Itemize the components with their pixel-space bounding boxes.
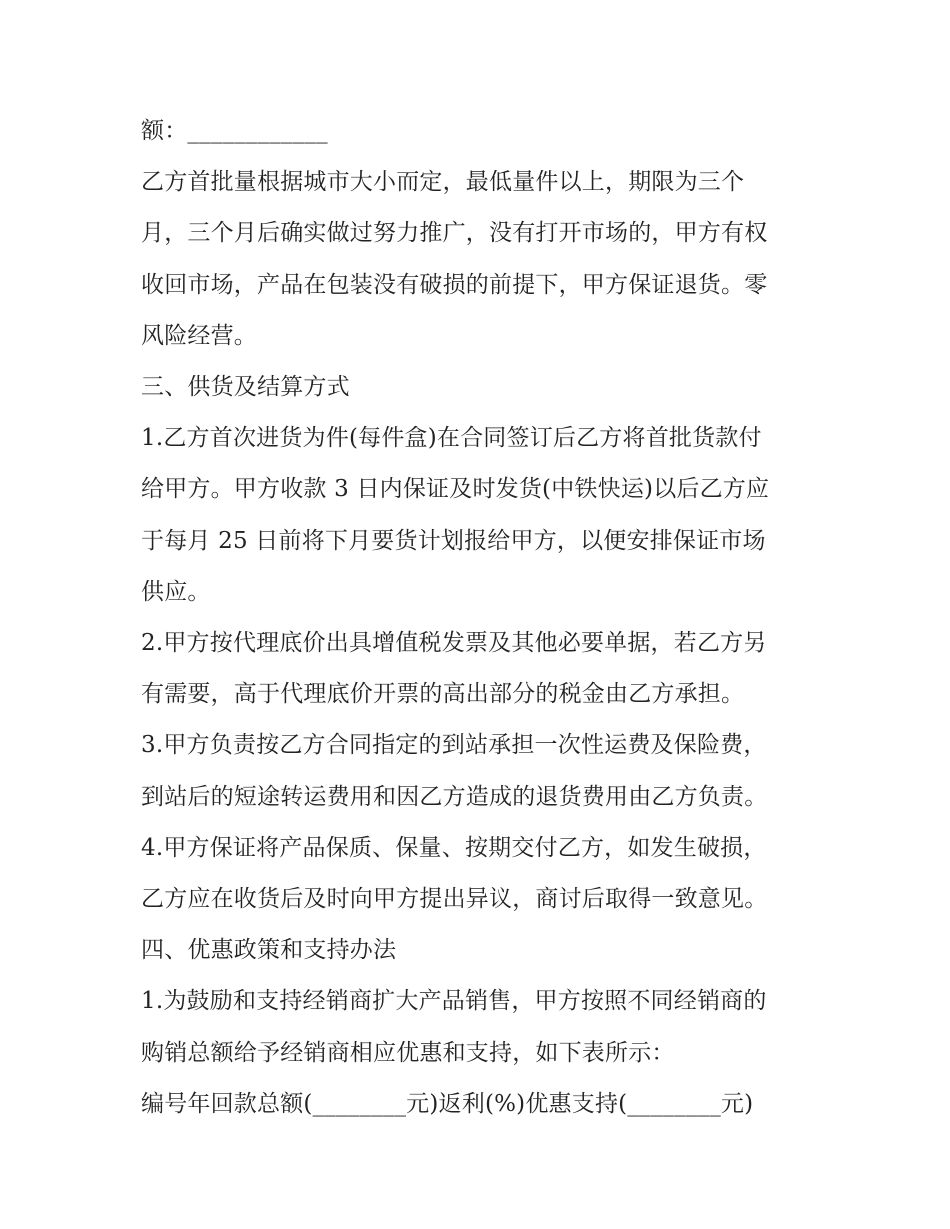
text-line: 乙方首批量根据城市大小而定，最低量件以上，期限为三个 — [141, 169, 745, 196]
text-line: 购销总额给予经销商相应优惠和支持，如下表所示： — [141, 1039, 675, 1066]
document-body — [141, 106, 821, 1130]
text-line: 给甲方。甲方收款 3 日内保证及时发货(中铁快运)以后乙方应 — [141, 476, 770, 503]
text-line: 1.乙方首次进货为件(每件盒)在合同签订后乙方将首批货款付 — [141, 425, 762, 452]
text-line: 风险经营。 — [141, 322, 257, 349]
text-line: 编号年回款总额(________元)返利(%)优惠支持(________元) — [141, 1090, 754, 1117]
text-line: 收回市场，产品在包装没有破损的前提下，甲方保证退货。零 — [141, 271, 768, 298]
text-line: 于每月 25 日前将下月要货计划报给甲方，以便安排保证市场 — [141, 527, 766, 554]
text-line: 4.甲方保证将产品保质、保量、按期交付乙方，如发生破损， — [141, 834, 767, 861]
section-heading: 三、供货及结算方式 — [141, 374, 350, 401]
text-line: 额：____________ — [141, 118, 328, 144]
text-line: 有需要，高于代理底价开票的高出部分的税金由乙方承担。 — [141, 681, 745, 708]
text-line: 乙方应在收货后及时向甲方提出异议，商讨后取得一致意见。 — [141, 886, 768, 913]
text-line: 3.甲方负责按乙方合同指定的到站承担一次性运费及保险费， — [141, 732, 767, 759]
text-line: 1.为鼓励和支持经销商扩大产品销售，甲方按照不同经销商的 — [141, 988, 767, 1015]
text-line: 2.甲方按代理底价出具增值税发票及其他必要单据，若乙方另 — [141, 630, 767, 657]
section-heading: 四、优惠政策和支持办法 — [141, 937, 397, 964]
text-line: 月，三个月后确实做过努力推广，没有打开市场的，甲方有权 — [141, 220, 768, 247]
text-line: 到站后的短途转运费用和因乙方造成的退货费用由乙方负责。 — [141, 783, 768, 810]
text-line: 供应。 — [141, 578, 211, 605]
